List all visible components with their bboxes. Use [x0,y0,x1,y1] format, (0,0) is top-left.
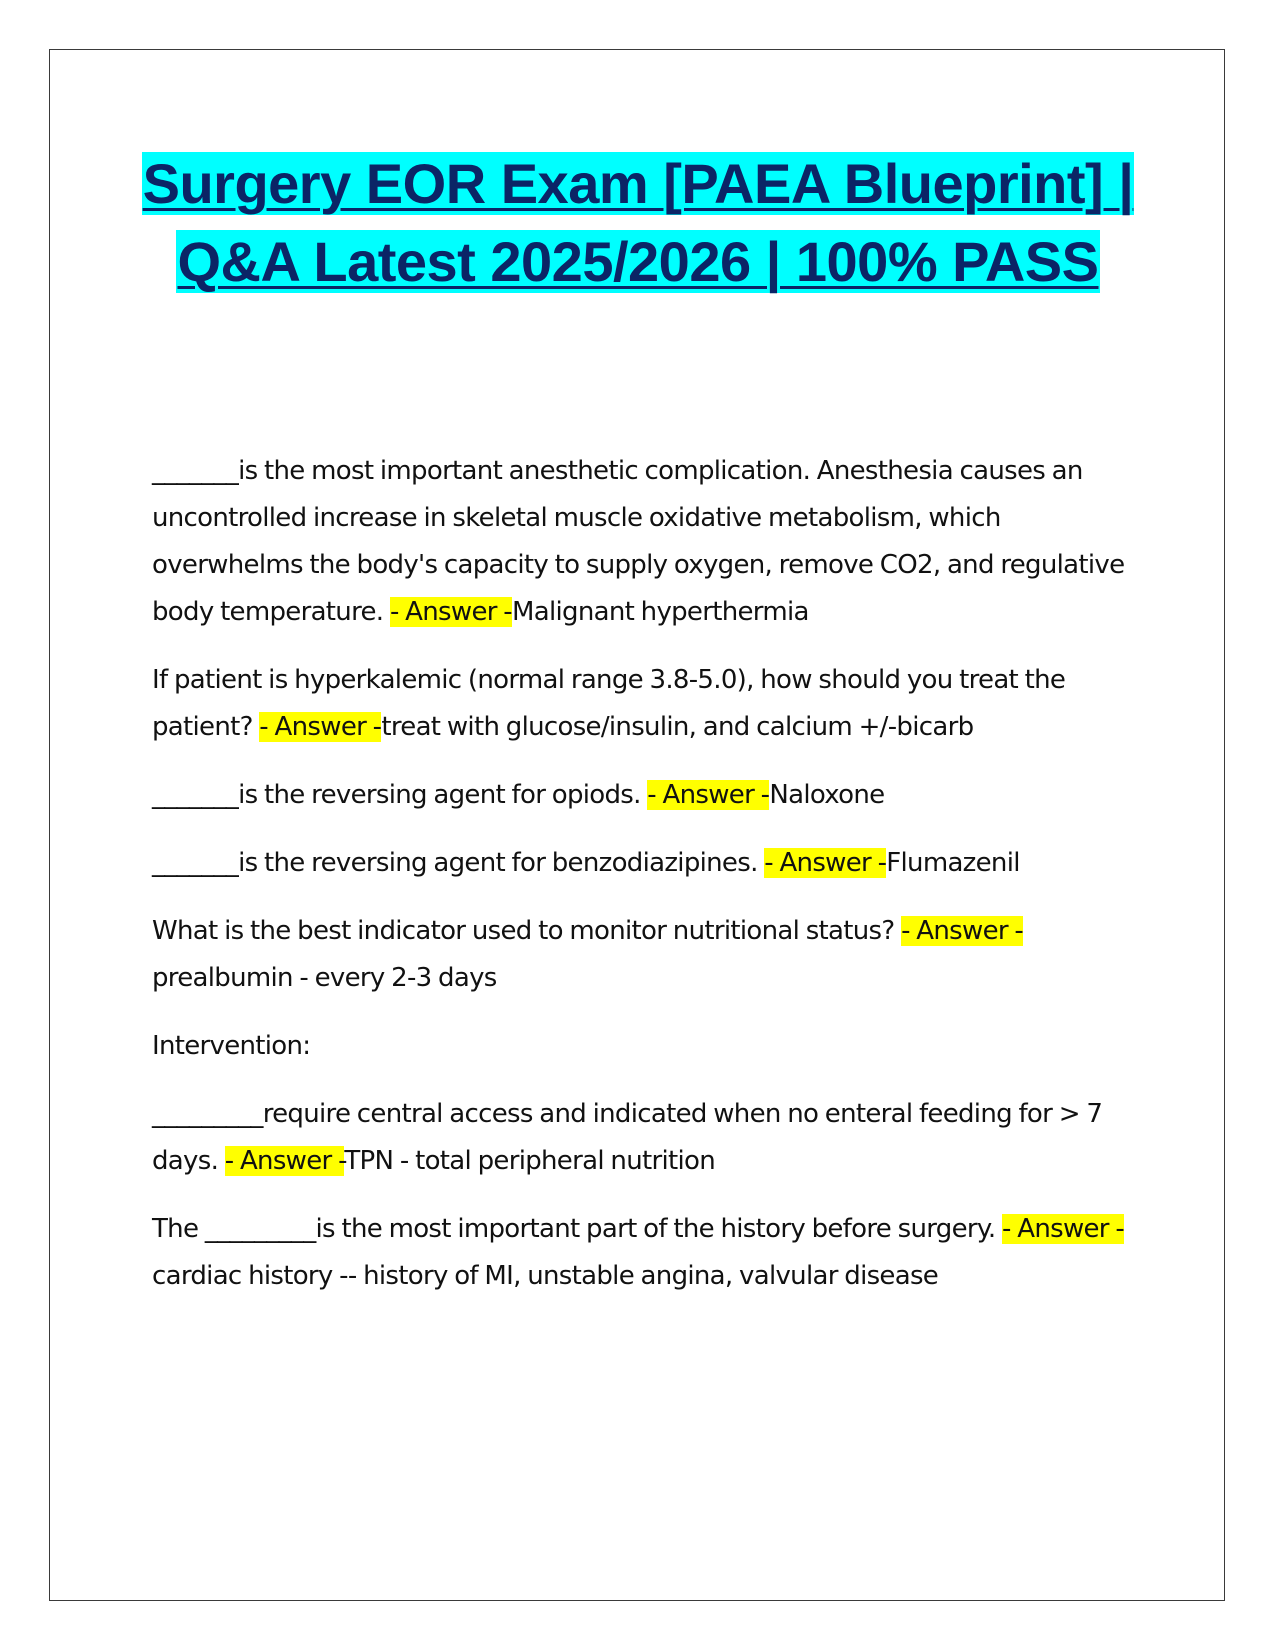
answer-marker: - Answer - [764,848,887,878]
document-title [100,145,1176,301]
question-text: What is the best indicator used to monitor nutritional status? [152,916,902,946]
qa-item [152,1206,1137,1300]
question-text: _______is the reversing agent for benzodiazipines. [152,848,765,878]
section-heading [152,1023,1137,1070]
answer-marker: - Answer - [389,597,512,627]
answer-text: TPN - total peripheral nutrition [344,1146,715,1176]
answer-text: prealbumin - every 2-3 days [152,963,497,993]
answer-marker: - Answer - [647,780,770,810]
qa-item [152,1091,1137,1185]
question-text: _______is the reversing agent for opiods. [152,780,648,810]
document-title-text: Surgery EOR Exam [PAEA Blueprint] | Q&A Latest 2025/2026 | 100% PASS [142,152,1134,293]
qa-item [152,657,1137,751]
qa-list [152,448,1137,1321]
section-heading-text: Intervention: [152,1031,311,1061]
answer-text: cardiac history -- history of MI, unstable angina, valvular disease [152,1261,939,1291]
qa-item [152,840,1137,887]
answer-marker: - Answer - [901,916,1024,946]
answer-text: treat with glucose/insulin, and calcium +/-bicarb [381,712,974,742]
answer-text: Malignant hyperthermia [512,597,809,627]
answer-text: Flumazenil [886,848,1020,878]
question-text: _________require central access and indicated when no enteral feeding for > 7 days. [152,1099,1103,1176]
question-text: If patient is hyperkalemic (normal range 3.8-5.0), how should you treat the patient? [152,665,1066,742]
answer-marker: - Answer - [259,712,382,742]
question-text: _______is the most important anesthetic complication. Anesthesia causes an uncontrolled increase in skeletal muscle oxidative metabolism, which overwhelms the body's capacity to supply oxygen, remove CO2, and regulative body temperature. [152,456,1125,627]
answer-text: Naloxone [769,780,885,810]
qa-item [152,772,1137,819]
question-text: The _________is the most important part of the history before surgery. [152,1214,1002,1244]
answer-marker: - Answer - [1001,1214,1125,1244]
qa-item [152,908,1137,1002]
answer-marker: - Answer - [224,1146,345,1176]
qa-item [152,448,1137,636]
